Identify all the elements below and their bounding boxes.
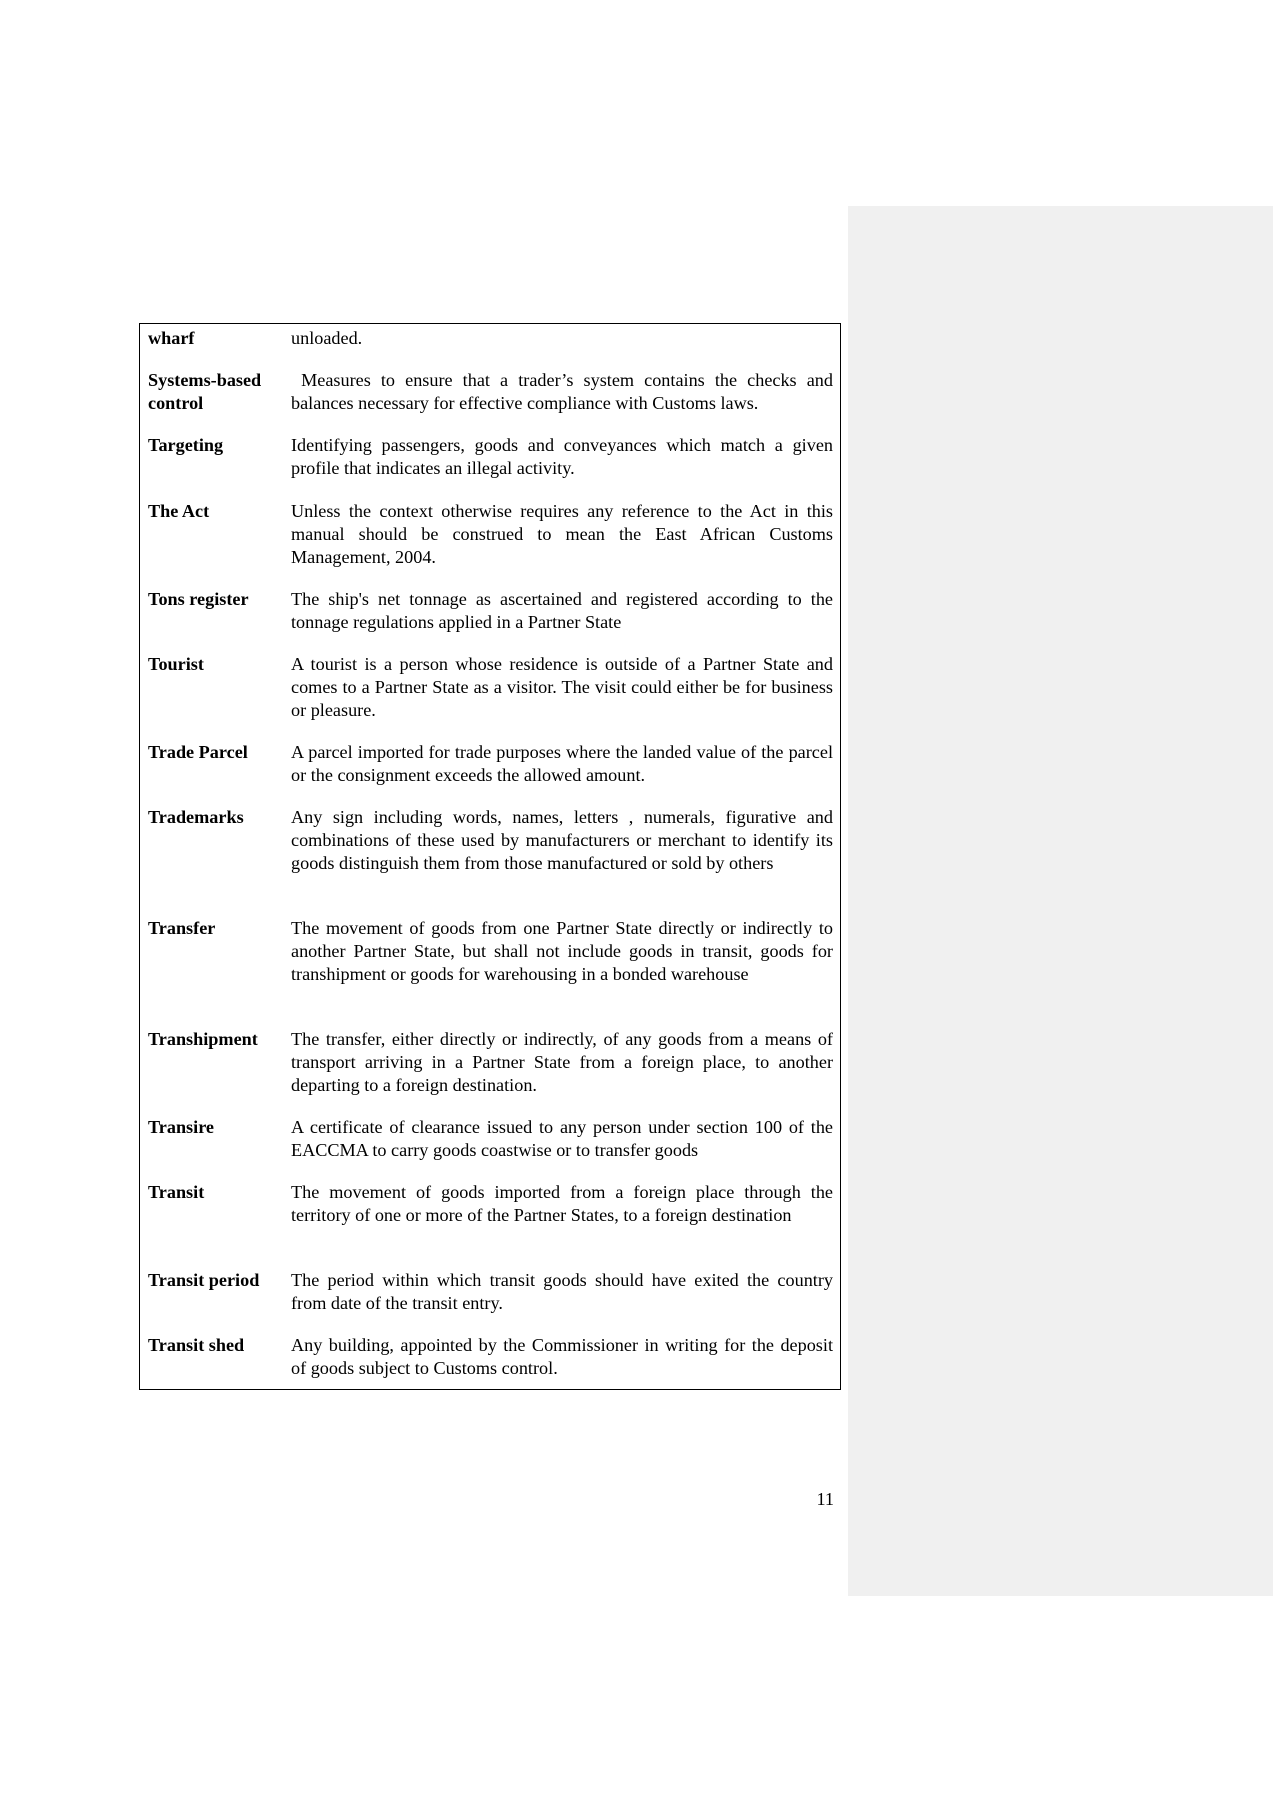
page-number: 11 — [816, 1489, 834, 1509]
glossary-term: Targeting — [148, 435, 224, 455]
glossary-term: Transire — [148, 1117, 215, 1137]
glossary-term: Transhipment — [148, 1029, 258, 1049]
glossary-definition: Unless the context otherwise requires any reference to the Act in this manual should be construed to mean the East African Customs Management, 2004. — [291, 501, 838, 567]
glossary-definition: A certificate of clearance issued to any person under section 100 of the EACCMA to carry goods coastwise or to transfer goods — [291, 1117, 838, 1160]
glossary-definition: The movement of goods imported from a foreign place through the territory of one or more of the Partner States, to a foreign destination — [291, 1182, 838, 1225]
glossary-term: Transit period — [148, 1270, 260, 1290]
comment-margin-pane — [848, 206, 1273, 1596]
glossary-definition: The period within which transit goods should have exited the country from date of the transit entry. — [291, 1270, 838, 1313]
glossary-term: Trademarks — [148, 807, 244, 827]
glossary-definition: Measures to ensure that a trader’s system contains the checks and balances necessary for effective compliance with Customs laws. — [291, 370, 838, 413]
glossary-definition: A tourist is a person whose residence is outside of a Partner State and comes to a Partner State as a visitor. The visit could either be for business or pleasure. — [291, 654, 838, 720]
glossary-term: Systems-based control — [148, 370, 262, 413]
glossary-term: The Act — [148, 501, 210, 521]
glossary-term: Tourist — [148, 654, 204, 674]
glossary-table — [139, 323, 841, 1390]
glossary-definition: The transfer, either directly or indirectly, of any goods from a means of transport arriving in a Partner State from a foreign place, to another departing to a foreign destination. — [291, 1029, 838, 1095]
glossary-term: wharf — [148, 328, 195, 348]
glossary-term: Transfer — [148, 918, 216, 938]
glossary-definition: Any building, appointed by the Commissioner in writing for the deposit of goods subject to Customs control. — [291, 1335, 838, 1378]
glossary-definition: Any sign including words, names, letters , numerals, figurative and combinations of these used by manufacturers or merchant to identify its goods distinguish them from those manufactured or sold by others — [291, 807, 838, 873]
glossary-definition: unloaded. — [291, 328, 363, 348]
glossary-definition: The movement of goods from one Partner State directly or indirectly to another Partner State, but shall not include goods in transit, goods for transhipment or goods for warehousing in a bonded warehouse — [291, 918, 838, 984]
glossary-definition: Identifying passengers, goods and conveyances which match a given profile that indicates an illegal activity. — [291, 435, 838, 478]
glossary-definition: The ship's net tonnage as ascertained and registered according to the tonnage regulations applied in a Partner State — [291, 589, 838, 632]
glossary-term: Trade Parcel — [148, 742, 248, 762]
glossary-term: Tons register — [148, 589, 249, 609]
glossary-definition: A parcel imported for trade purposes where the landed value of the parcel or the consignment exceeds the allowed amount. — [291, 742, 838, 785]
glossary-term: Transit shed — [148, 1335, 245, 1355]
glossary-term: Transit — [148, 1182, 205, 1202]
